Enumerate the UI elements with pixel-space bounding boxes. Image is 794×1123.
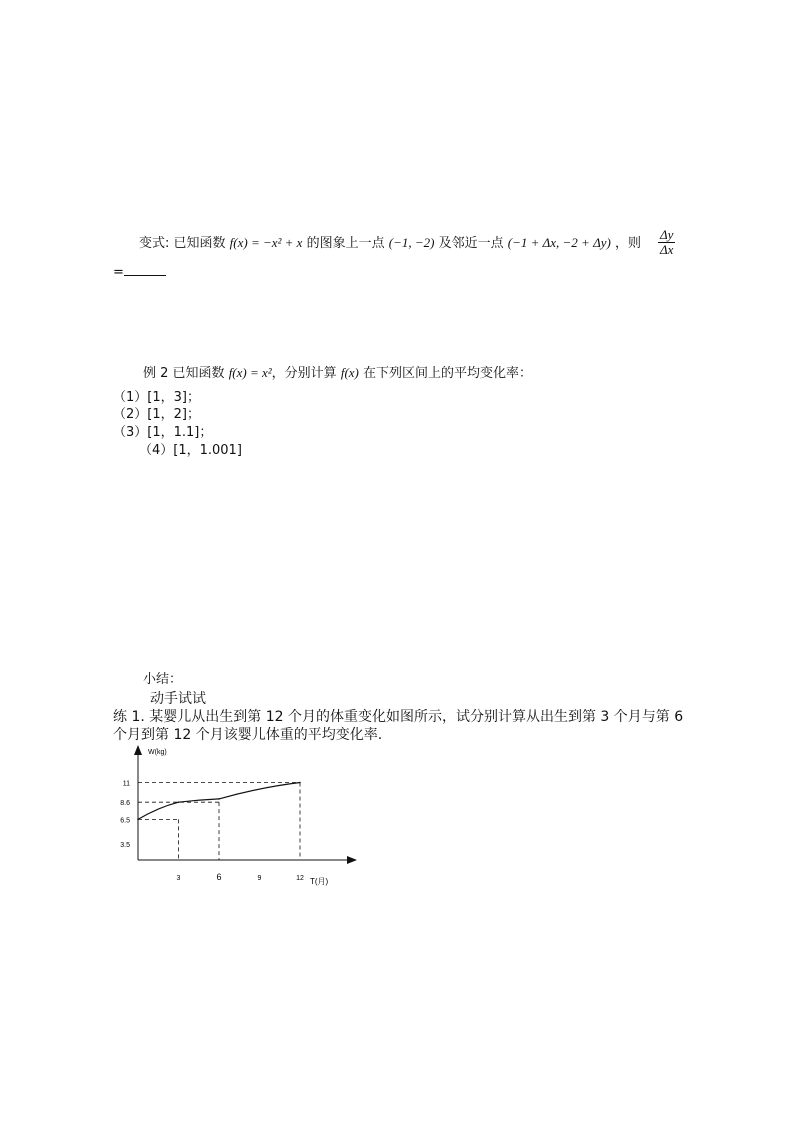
chart-xlabel: T(月) [310,877,329,886]
series-point-3 [299,782,301,784]
example2-mid: ，分别计算 [271,366,337,381]
variant-mid3: ，则 [614,236,641,251]
x-tick-label-3: 3 [176,875,181,882]
summary-label: 小结： [143,672,183,687]
series-point-1 [178,801,180,803]
example2-prefix: 例 2 已知函数 [143,366,225,381]
y-tick-label-8-6: 8.6 [120,800,130,808]
answer-prefix: = [113,265,124,280]
x-tick-label-6: 6 [216,872,222,882]
variant-line [139,232,641,251]
y-tick-label-3-5: 3.5 [120,842,130,849]
answer-blank [124,263,166,276]
interval-item-3: （3）[1，1.1]； [113,425,213,440]
x-axis-arrow [347,856,357,864]
series-point-2 [218,798,220,800]
series-point-0 [137,819,139,821]
variant-function: f(x) = −x² + x [229,235,303,250]
variant-mid1: 的图象上一点 [306,236,385,251]
interval-item-1: （1）[1，3]； [113,390,200,405]
exercise1-line2: 个月到第 12 个月该婴儿体重的平均变化率. [113,727,383,743]
fraction-numerator: Δy [660,227,674,242]
y-tick-label-11: 11 [122,780,130,788]
chart-ylabel: W(kg) [148,749,167,756]
variant-point1: (−1, −2) [388,235,435,250]
example2-function2: f(x) [340,365,359,380]
delta-fraction [658,228,675,257]
y-axis-arrow [134,745,142,755]
example2-function: f(x) = x² [228,365,272,380]
y-tick-label-6-5: 6.5 [120,817,130,825]
weight-series-line [138,783,300,820]
example2-suffix: 在下列区间上的平均变化率： [363,366,533,381]
exercise1-line1: 练 1. 某婴儿从出生到第 12 个月的体重变化如图所示，试分别计算从出生到第 3 个月与第 6 [113,709,684,725]
variant-mid2: 及邻近一点 [438,236,504,251]
x-tick-label-9: 9 [257,875,262,882]
interval-item-2: （2）[1，2]； [113,407,200,422]
example2-line [143,362,532,381]
fraction-denominator: Δx [660,242,674,257]
variant-point2: (−1 + Δx, −2 + Δy) [507,235,611,250]
variant-prefix: 变式: 已知函数 [139,236,226,251]
x-tick-label-12: 12 [296,875,304,882]
interval-item-4: （4）[1，1.001] [139,443,242,458]
try-label: 动手试试 [150,691,206,707]
answer-line [113,263,166,280]
